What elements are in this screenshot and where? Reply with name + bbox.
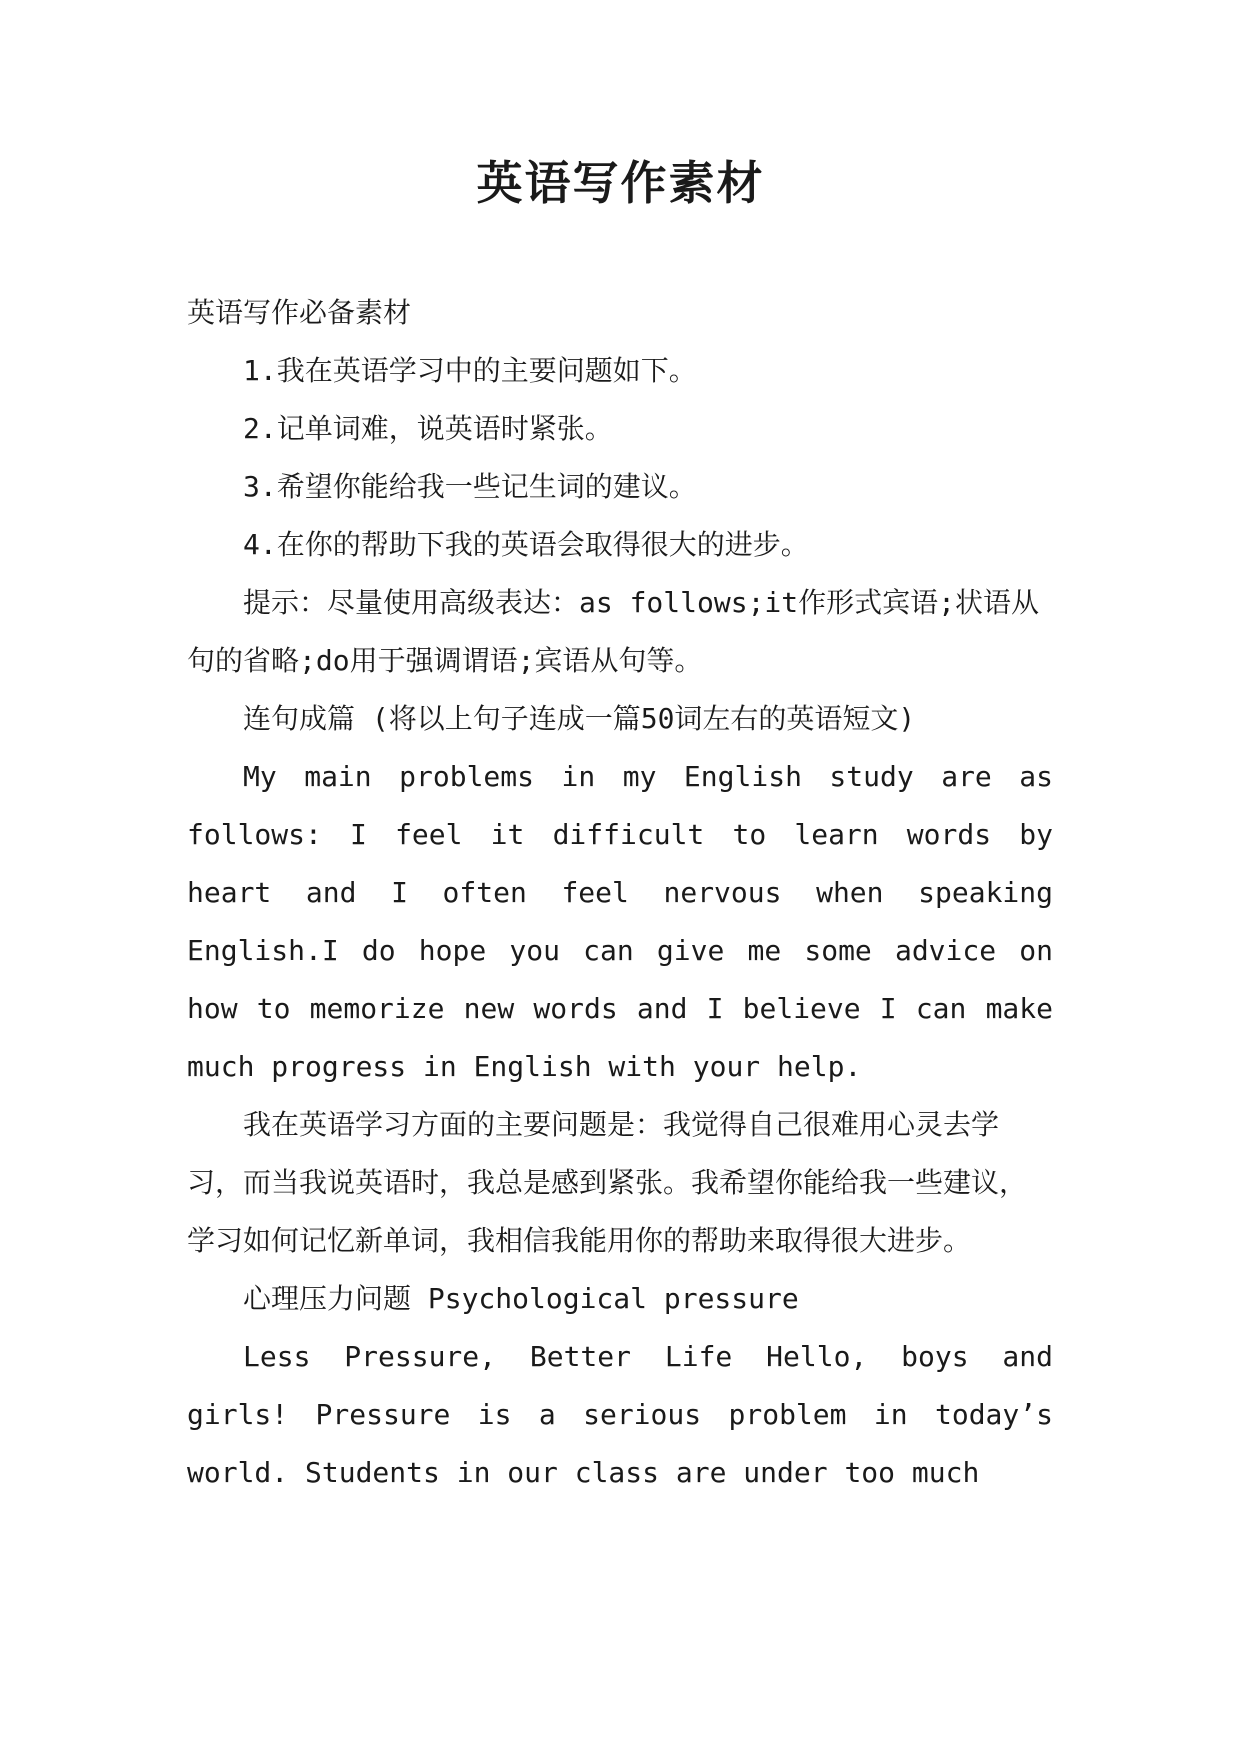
topic-essay-paragraph: Less Pressure, Better Life Hello, boys and girls! Pressure is a serious problem in today’s world. Students in our class are under too much [187,1340,1053,1489]
sample-essay-paragraph: My main problems in my English study are as follows: I feel it difficult to learn words by heart and I often feel nervous when speaking English.I do hope you can give me some advice on how to memorize new words and I believe I can make much progress in English with your help. [187,760,1053,1083]
translation-paragraph: 我在英语学习方面的主要问题是：我觉得自己很难用心灵去学习，而当我说英语时，我总是感到紧张。我希望你能给我一些建议，学习如何记忆新单词，我相信我能用你的帮助来取得很大进步。 [187,1108,1028,1257]
point-2: 2.记单词难，说英语时紧张。 [243,412,613,445]
document-title: 英语写作素材 [476,156,765,210]
document-body [187,284,1053,1502]
point-4: 4.在你的帮助下我的英语会取得很大的进步。 [243,528,809,561]
point-3: 3.希望你能给我一些记生词的建议。 [243,470,697,503]
point-1: 1.我在英语学习中的主要问题如下。 [243,354,697,387]
topic-heading: 心理压力问题 Psychological pressure [243,1282,799,1315]
hint-paragraph: 提示：尽量使用高级表达：as follows;it作形式宾语;状语从句的省略;do用于强调谓语;宾语从句等。 [187,586,1040,677]
instruction-paragraph: 连句成篇 (将以上句子连成一篇50词左右的英语短文) [243,702,916,735]
section-heading: 英语写作必备素材 [187,296,412,329]
